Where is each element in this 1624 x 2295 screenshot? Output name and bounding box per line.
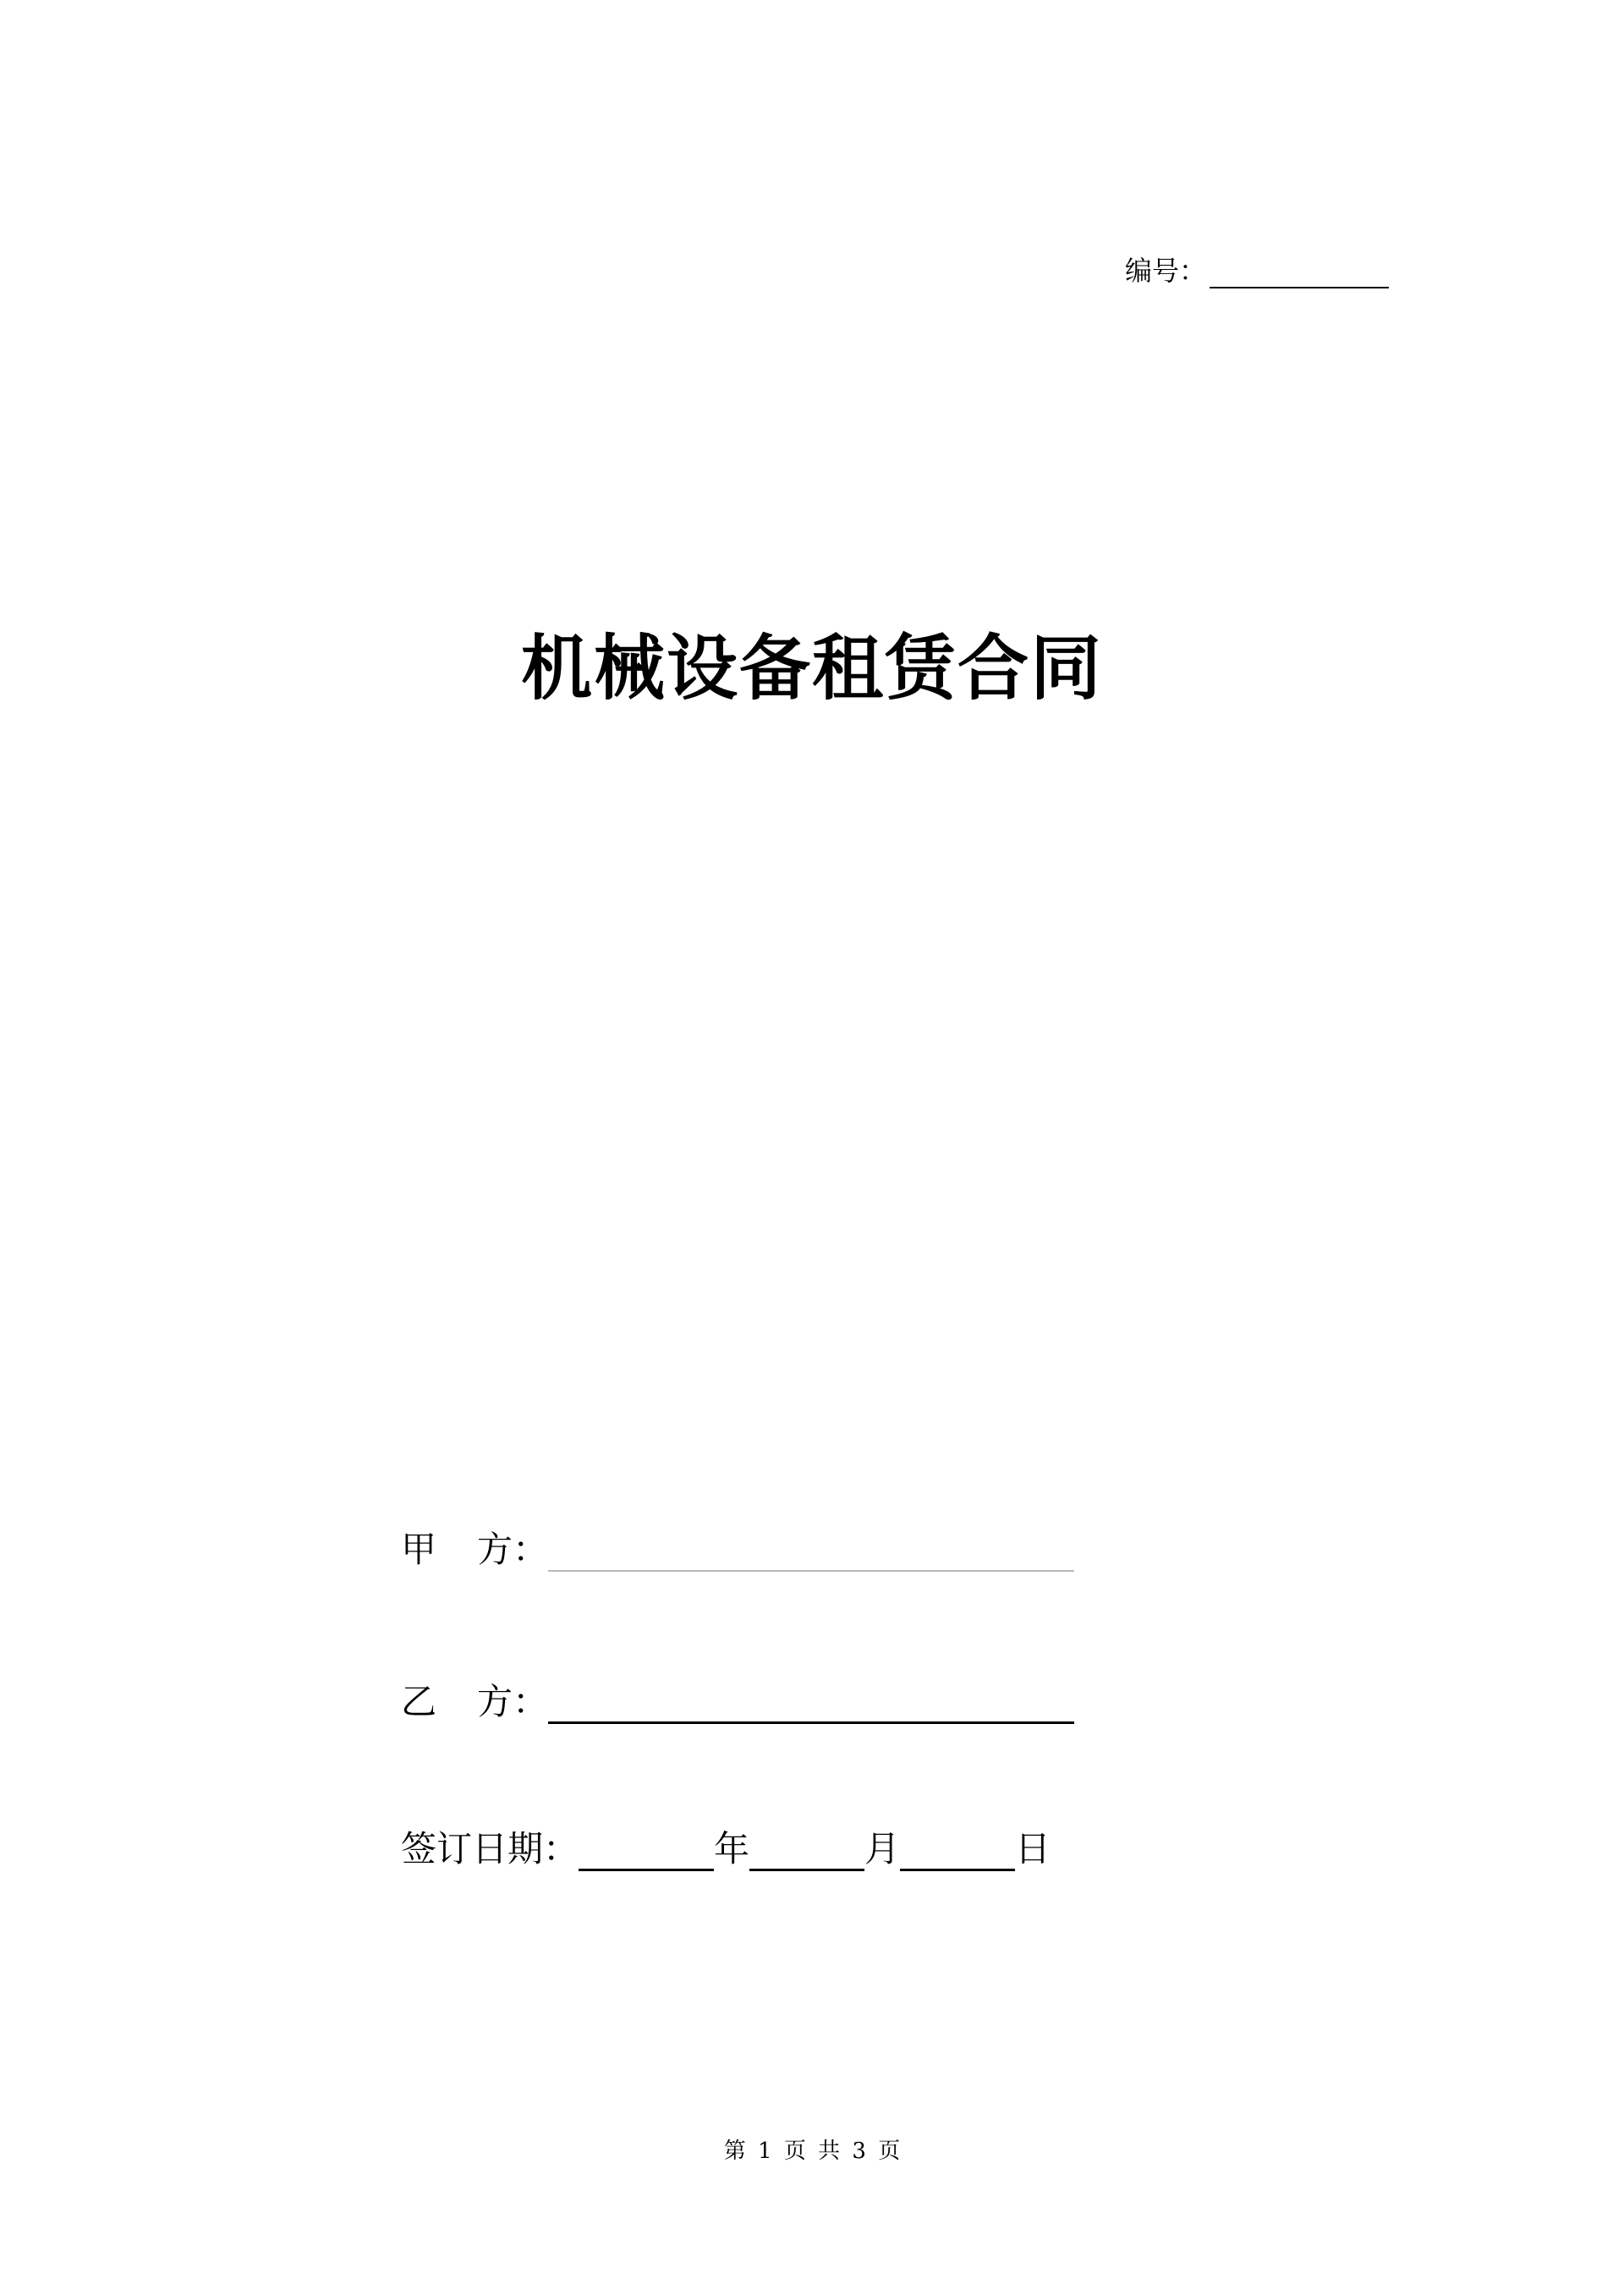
sign-date-line <box>401 1827 1051 1871</box>
party-b-label-second: 方： <box>477 1681 549 1722</box>
document-number-label: 编号： <box>1125 255 1207 287</box>
document-number <box>1125 250 1389 288</box>
page-number-footer: 第 1 页 共 3 页 <box>723 2139 901 2164</box>
year-blank <box>579 1831 714 1871</box>
party-b-blank <box>548 1684 1074 1724</box>
party-a-blank <box>548 1533 1074 1572</box>
party-b-label-first: 乙 <box>401 1681 437 1722</box>
party-a-label-first: 甲 <box>401 1529 437 1570</box>
party-b-line <box>401 1680 1074 1724</box>
day-blank <box>900 1831 1015 1871</box>
month-blank <box>749 1831 864 1871</box>
year-label: 年 <box>714 1828 750 1869</box>
contract-title: 机械设备租赁合同 <box>520 626 1103 710</box>
month-label: 月 <box>864 1828 901 1869</box>
document-number-blank <box>1210 256 1389 288</box>
day-label: 日 <box>1015 1828 1051 1869</box>
party-a-label-second: 方： <box>477 1529 549 1570</box>
sign-date-label: 签订日期： <box>401 1828 579 1869</box>
party-a-line <box>401 1528 1074 1572</box>
